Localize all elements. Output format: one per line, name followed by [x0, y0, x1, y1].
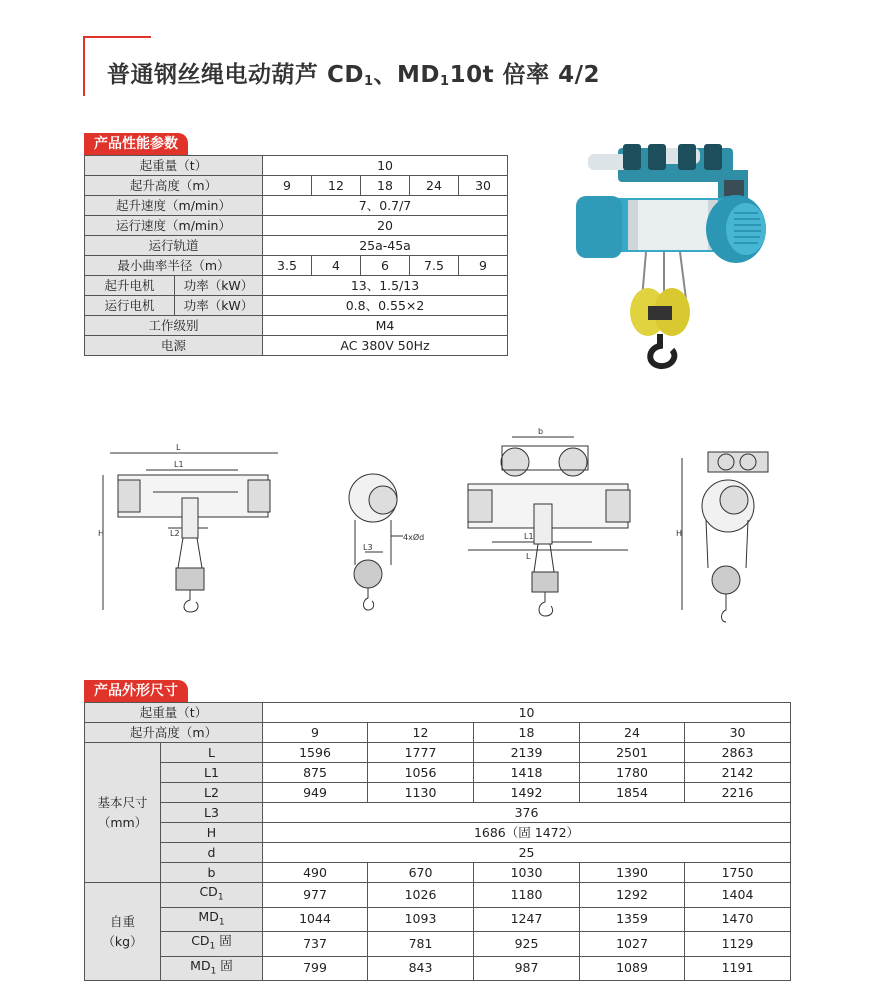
cell: 490	[263, 863, 368, 883]
cell: 1470	[685, 907, 791, 932]
lift-motor-label: 起升电机	[85, 276, 175, 296]
hoist-photo	[568, 134, 782, 374]
cell: 1180	[474, 883, 580, 908]
table-row	[85, 783, 791, 803]
dim-b: b	[538, 427, 544, 436]
page-title: 普通钢丝绳电动葫芦 $CD_1$、$MD_110t$ 倍率 4/2	[107, 62, 600, 89]
radius-value: 6	[361, 256, 410, 276]
lift-height-value: 12	[312, 176, 361, 196]
row-key: L3	[161, 803, 263, 823]
cell: 1089	[580, 956, 685, 981]
radius-value: 4	[312, 256, 361, 276]
cell: 1044	[263, 907, 368, 932]
lift-height-value: 30	[459, 176, 508, 196]
table-row	[85, 883, 791, 908]
cell: 2139	[474, 743, 580, 763]
cell: 1129	[685, 932, 791, 957]
radius-value: 3.5	[263, 256, 312, 276]
side-view-drawing	[98, 440, 288, 624]
lift-height-label: 起升高度（m）	[85, 723, 263, 743]
weight-group: 自重 （kg）	[85, 883, 161, 981]
radius-value: 9	[459, 256, 508, 276]
basic-size-group: 基本尺寸 （mm）	[85, 743, 161, 883]
cell: 781	[368, 932, 474, 957]
cell: 1027	[580, 932, 685, 957]
capacity-value: 10	[263, 156, 508, 176]
table-row	[85, 932, 791, 957]
cell: 1247	[474, 907, 580, 932]
cell: 1686（固 1472）	[263, 823, 791, 843]
table-row	[85, 743, 791, 763]
table-row	[85, 176, 508, 196]
row-key: $CD_1$	[161, 883, 263, 908]
table-row	[85, 723, 791, 743]
cell: 1854	[580, 783, 685, 803]
cell: 1404	[685, 883, 791, 908]
row-key: d	[161, 843, 263, 863]
lift-motor-value: 13、1.5/13	[263, 276, 508, 296]
cell: 1130	[368, 783, 474, 803]
dim-L3: L3	[363, 543, 373, 552]
dim-L2: L2	[170, 529, 180, 538]
cell: 1191	[685, 956, 791, 981]
table-row	[85, 863, 791, 883]
cell: 799	[263, 956, 368, 981]
table-row	[85, 336, 508, 356]
cell: 1359	[580, 907, 685, 932]
cell: 925	[474, 932, 580, 957]
cell: 2142	[685, 763, 791, 783]
cell: 1596	[263, 743, 368, 763]
cell: 1093	[368, 907, 474, 932]
cell: 1056	[368, 763, 474, 783]
table-row	[85, 276, 508, 296]
row-key: $CD_1$ 固	[161, 932, 263, 957]
cell: 949	[263, 783, 368, 803]
height-header: 30	[685, 723, 791, 743]
lift-height-value: 24	[410, 176, 459, 196]
table-row	[85, 703, 791, 723]
cell: 1292	[580, 883, 685, 908]
row-key: $MD_1$ 固	[161, 956, 263, 981]
capacity-label: 起重量（t）	[85, 156, 263, 176]
travel-motor-label: 运行电机	[85, 296, 175, 316]
dim-L: L	[176, 443, 181, 452]
cell: 1780	[580, 763, 685, 783]
trolley-view-drawing	[462, 428, 632, 632]
row-key: L2	[161, 783, 263, 803]
height-header: 12	[368, 723, 474, 743]
performance-table	[84, 155, 508, 356]
table-row	[85, 196, 508, 216]
row-key: L	[161, 743, 263, 763]
lift-speed-value: 7、0.7/7	[263, 196, 508, 216]
cell: 1026	[368, 883, 474, 908]
table-row	[85, 907, 791, 932]
row-key: H	[161, 823, 263, 843]
duty-value: M4	[263, 316, 508, 336]
cell: 737	[263, 932, 368, 957]
radius-value: 7.5	[410, 256, 459, 276]
performance-badge: 产品性能参数	[84, 133, 188, 155]
power-value: AC 380V 50Hz	[263, 336, 508, 356]
table-row	[85, 316, 508, 336]
lift-height-value: 18	[361, 176, 410, 196]
table-row	[85, 296, 508, 316]
cell: 670	[368, 863, 474, 883]
lift-motor-sublabel: 功率（kW）	[175, 276, 263, 296]
lift-height-value: 9	[263, 176, 312, 196]
travel-motor-sublabel: 功率（kW）	[175, 296, 263, 316]
dim-L1: L1	[524, 532, 534, 541]
track-value: 25a-45a	[263, 236, 508, 256]
end-view-drawing	[335, 470, 435, 624]
height-header: 24	[580, 723, 685, 743]
cell: 875	[263, 763, 368, 783]
travel-speed-label: 运行速度（m/min）	[85, 216, 263, 236]
cell: 25	[263, 843, 791, 863]
height-header: 18	[474, 723, 580, 743]
cell: 1492	[474, 783, 580, 803]
row-key: L1	[161, 763, 263, 783]
cell: 1418	[474, 763, 580, 783]
table-row	[85, 763, 791, 783]
dimensions-table	[84, 702, 791, 981]
table-row	[85, 843, 791, 863]
table-row	[85, 256, 508, 276]
cell: 843	[368, 956, 474, 981]
table-row	[85, 823, 791, 843]
capacity-value: 10	[263, 703, 791, 723]
dim-H: H	[98, 529, 105, 538]
table-row	[85, 156, 508, 176]
table-row	[85, 956, 791, 981]
height-header: 9	[263, 723, 368, 743]
radius-label: 最小曲率半径（m）	[85, 256, 263, 276]
cell: 2863	[685, 743, 791, 763]
table-row	[85, 803, 791, 823]
travel-motor-value: 0.8、0.55×2	[263, 296, 508, 316]
lift-speed-label: 起升速度（m/min）	[85, 196, 263, 216]
travel-speed-value: 20	[263, 216, 508, 236]
cell: 2216	[685, 783, 791, 803]
power-label: 电源	[85, 336, 263, 356]
cell: 1390	[580, 863, 685, 883]
cell: 376	[263, 803, 791, 823]
dim-H: H	[676, 529, 683, 538]
cell: 977	[263, 883, 368, 908]
row-key: b	[161, 863, 263, 883]
dim-d: 4xØd	[403, 533, 425, 542]
cell: 1750	[685, 863, 791, 883]
cell: 2501	[580, 743, 685, 763]
duty-label: 工作级别	[85, 316, 263, 336]
track-label: 运行轨道	[85, 236, 263, 256]
dim-L1: L1	[174, 460, 184, 469]
dim-L: L	[526, 552, 531, 561]
capacity-label: 起重量（t）	[85, 703, 263, 723]
dimensions-badge: 产品外形尺寸	[84, 680, 188, 702]
lift-height-label: 起升高度（m）	[85, 176, 263, 196]
profile-view-drawing	[668, 440, 778, 629]
table-row	[85, 216, 508, 236]
cell: 987	[474, 956, 580, 981]
row-key: $MD_1$	[161, 907, 263, 932]
cell: 1777	[368, 743, 474, 763]
table-row	[85, 236, 508, 256]
cell: 1030	[474, 863, 580, 883]
